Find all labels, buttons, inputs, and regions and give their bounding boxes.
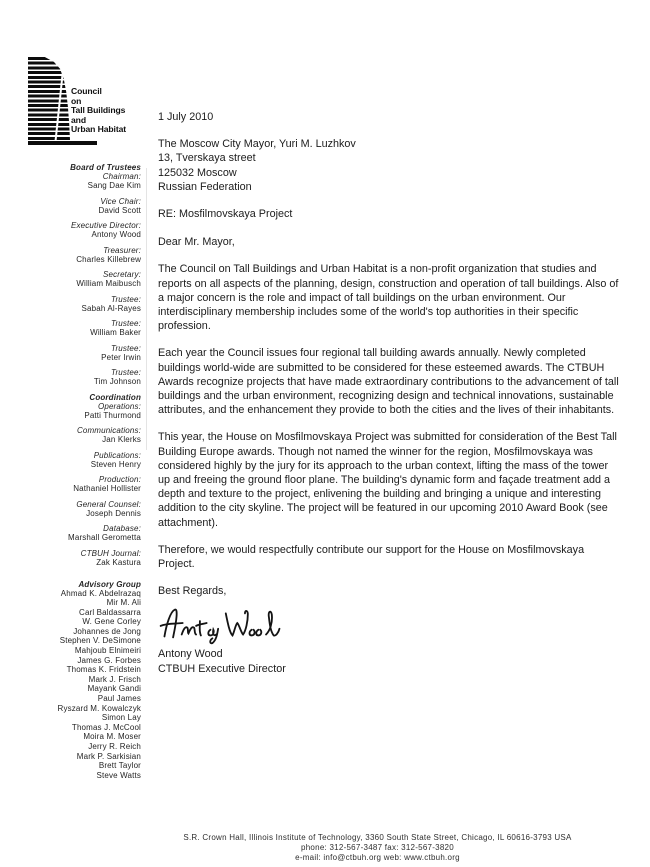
recipient-line: The Moscow City Mayor, Yuri M. Luzhkov (158, 138, 356, 151)
board-of-trustees-header: Board of Trustees (70, 163, 141, 172)
salutation: Dear Mr. Mayor, (158, 236, 235, 249)
advisory-name: Mir M. Ali (106, 598, 141, 608)
ctbuh-building-logo-icon (28, 57, 70, 140)
org-name-line: Council (71, 86, 102, 96)
advisory-name: Paul James (97, 694, 141, 704)
paragraph-3: This year, the House on Mosfilmovskaya Project was submitted for consideration of the Best Tall Building Europe awards. Though not named the winner for the region, Mosfilmovskaya was considered highly by the jury for its approach to the urban context, lifting the mass of the tower up and freeing the ground floor plane. The building's dynamic form and façade treatment add a depth and texture to the project, enlivening the building and bringing a unique and interesting addition to the city skyline. The project will be featured in our upcoming 2010 Award Book (see attachment). (158, 431, 617, 529)
advisory-name: W. Gene Corley (82, 617, 141, 627)
advisory-name: Simon Lay (101, 713, 141, 723)
advisory-name: Brett Taylor (98, 761, 141, 771)
coordination-member: General Counsel: Joseph Dennis (76, 499, 141, 518)
board-member: Chairman: Sang Dae Kim (87, 172, 141, 190)
org-name (71, 87, 126, 135)
board-member: Secretary: William Maibusch (76, 270, 141, 288)
advisory-name: Johannes de Jong (73, 626, 141, 636)
advisory-name: Stephen V. DeSimone (59, 636, 141, 646)
signer-title: CTBUH Executive Director (158, 662, 286, 675)
coordination-member: Production: Nathaniel Hollister (73, 475, 141, 493)
board-member: Trustee: Peter Irwin (101, 343, 141, 362)
footer-phone-fax: phone: 312-567-3487 fax: 312-567-3820 (301, 843, 454, 852)
board-member: Trustee: Sabah Al-Rayes (81, 294, 141, 313)
footer-address: S.R. Crown Hall, Illinois Institute of Technology, 3360 South State Street, Chicago, IL 60616-3793 USA (183, 833, 572, 842)
scan-artifact-line (146, 168, 147, 450)
org-name-line: on (71, 95, 82, 106)
board-member: Treasurer: Charles Killebrew (76, 245, 141, 264)
coordination-member: Publications: Steven Henry (90, 450, 141, 469)
recipient-line: 13, Tverskaya street (158, 152, 256, 165)
board-member: Trustee: Tim Johnson (93, 368, 141, 386)
footer-email-web: e-mail: info@ctbuh.org web: www.ctbuh.org (295, 853, 460, 862)
board-member: Executive Director: Antony Wood (71, 221, 141, 239)
logo-base-bar (28, 141, 97, 145)
subject-line: RE: Mosfilmovskaya Project (158, 208, 293, 221)
advisory-name: James G. Forbes (77, 655, 141, 665)
advisory-name: Ahmad K. Abdelrazaq (60, 588, 141, 598)
org-name-line: and (71, 114, 86, 125)
advisory-name: Steve Watts (96, 770, 141, 780)
coordination-member: CTBUH Journal: Zak Kastura (80, 548, 141, 567)
letterhead-footer (150, 833, 605, 863)
advisory-names (18, 589, 141, 781)
recipient-line: 125032 Moscow (158, 166, 237, 179)
advisory-name: Thomas J. McCool (71, 722, 141, 732)
advisory-name: Thomas K. Fridstein (66, 665, 141, 675)
handwritten-signature (156, 600, 286, 646)
board-member: Trustee: William Baker (90, 319, 141, 337)
signer-name: Antony Wood (158, 648, 223, 661)
paragraph-1: The Council on Tall Buildings and Urban Habitat is a non-profit organization that studies and reports on all aspects of the planning, design, construction and operation of tall buildings. Also of a major concern is the role and impact of tall buildings on the urban environment. Our interdisciplinary membership includes some of the world's top authorities in their specific profession. (158, 263, 619, 333)
letter-date: 1 July 2010 (158, 111, 214, 123)
advisory-name: Moira M. Moser (83, 732, 141, 742)
closing: Best Regards, (158, 585, 227, 598)
coordination-member: Communications: Jan Klerks (76, 426, 141, 444)
paragraph-2: Each year the Council issues four regional tall building awards annually. Newly completed buildings world-wide are submitted to be considered for these esteemed awards. The CTBUH Awards recognize projects that have made extraordinary contributions to the advancement of tall buildings and the urban environment, recognizing design and technical innovations, sustainable attributes, and the enhancement they provide to both the cities and the lives of their inhabitants. (158, 347, 619, 417)
advisory-name: Mark J. Frisch (88, 674, 141, 684)
logo-slit (54, 53, 66, 144)
org-name-line: Tall Buildings (71, 105, 126, 116)
advisory-name: Carl Baldassarra (79, 607, 141, 617)
trustees-sidebar (18, 163, 141, 780)
coordination-member: Operations: Patti Thurmond (84, 401, 141, 420)
advisory-name: Mark P. Sarkisian (76, 751, 141, 761)
board-member: Vice Chair: David Scott (98, 196, 141, 215)
letter-body (158, 110, 620, 676)
recipient-address (158, 137, 620, 194)
advisory-name: Mahjoub Elnimeiri (74, 646, 141, 656)
recipient-line: Russian Federation (158, 180, 252, 193)
paragraph-4: Therefore, we would respectfully contribute our support for the House on Mosfilmovskaya Project. (158, 543, 585, 571)
advisory-name: Ryszard M. Kowalczyk (57, 703, 141, 713)
coordination-member: Database: Marshall Gerometta (68, 524, 141, 542)
org-name-line: Urban Habitat (71, 124, 127, 135)
advisory-group-header: Advisory Group (78, 579, 141, 589)
coordination-header: Coordination (89, 392, 141, 402)
advisory-name: Jerry R. Reich (88, 742, 141, 751)
advisory-name: Mayank Gandi (87, 684, 141, 694)
